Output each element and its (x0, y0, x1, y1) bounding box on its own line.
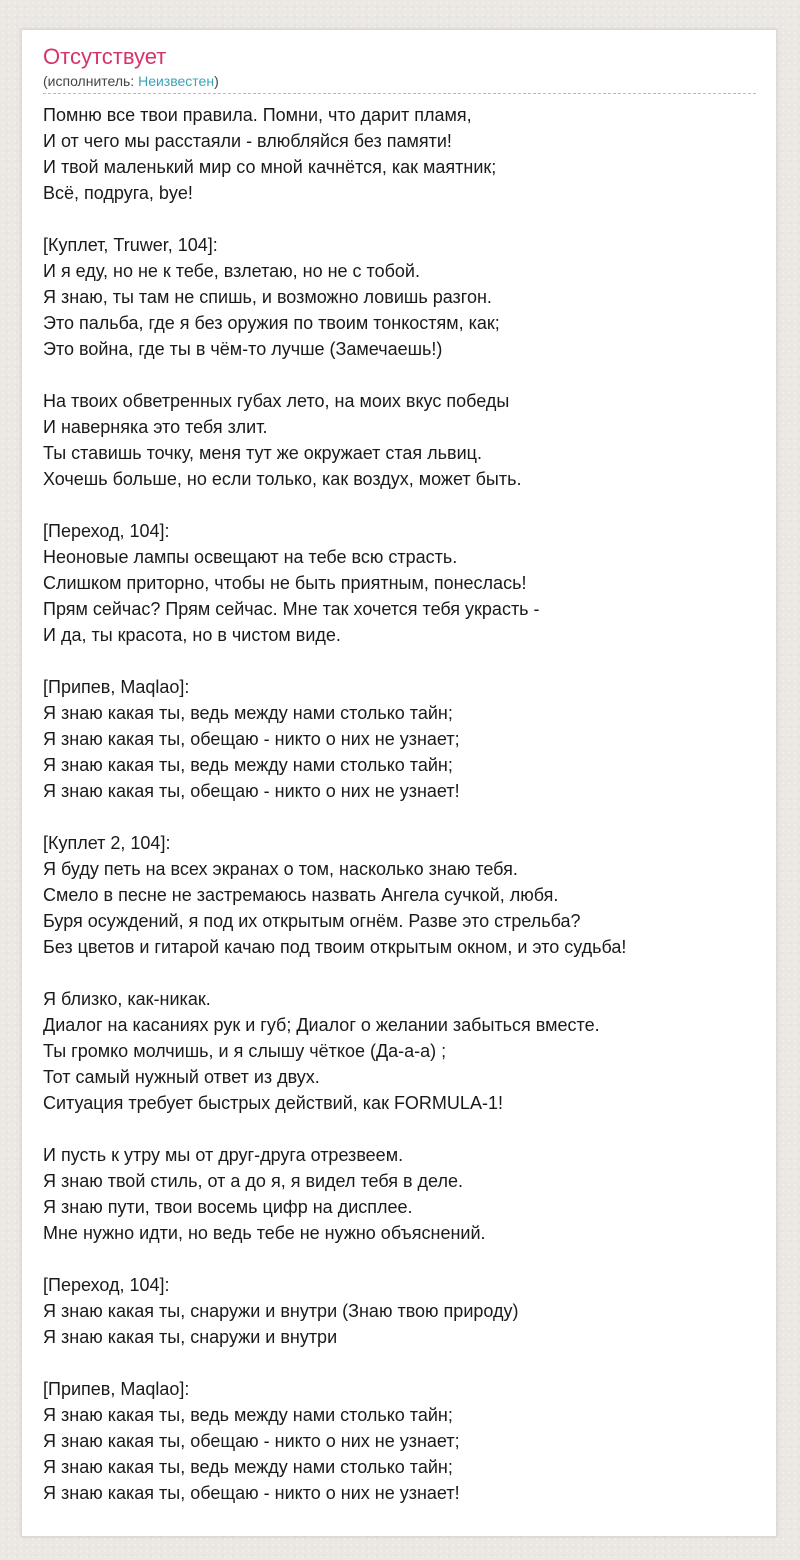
lyrics-line: Ты ставишь точку, меня тут же окружает стая львиц. (43, 443, 482, 463)
artist-suffix: ) (214, 73, 219, 89)
lyrics-line: Всё, подруга, bye! (43, 183, 193, 203)
artist-prefix: (исполнитель: (43, 73, 139, 89)
song-title: Отсутствует (43, 44, 167, 69)
lyrics-line: Я знаю какая ты, ведь между нами столько тайн; (43, 1457, 453, 1477)
lyrics-line: Буря осуждений, я под их открытым огнём. Разве это стрельба? (43, 911, 581, 931)
lyrics-line: Ты громко молчишь, и я слышу чёткое (Да-а-а) ; (43, 1041, 447, 1061)
lyrics-stanza (43, 518, 753, 648)
lyrics-line: Я знаю пути, твои восемь цифр на дисплее. (43, 1197, 413, 1217)
lyrics-stanza (43, 102, 753, 206)
lyrics-stanza (43, 1272, 753, 1350)
lyrics-line: [Припев, Maqlao]: (43, 677, 190, 697)
lyrics-text (43, 102, 753, 1532)
lyrics-line: Неоновые лампы освещают на тебе всю страсть. (43, 547, 458, 567)
lyrics-card (21, 29, 777, 1537)
lyrics-line: Диалог на касаниях рук и губ; Диалог о желании забыться вместе. (43, 1015, 600, 1035)
lyrics-stanza (43, 388, 753, 492)
lyrics-stanza (43, 986, 753, 1116)
lyrics-line: [Куплет, Truwer, 104]: (43, 235, 218, 255)
lyrics-line: [Припев, Maqlao]: (43, 1379, 190, 1399)
lyrics-stanza (43, 674, 753, 804)
lyrics-stanza (43, 232, 753, 362)
lyrics-line: Я знаю какая ты, обещаю - никто о них не узнает! (43, 1483, 460, 1503)
title-divider (43, 93, 756, 94)
lyrics-line: [Куплет 2, 104]: (43, 833, 171, 853)
artist-link[interactable]: Неизвестен (138, 73, 215, 89)
lyrics-line: И пусть к утру мы от друг-друга отрезвеем. (43, 1145, 404, 1165)
lyrics-line: Ситуация требует быстрых действий, как FORMULA-1! (43, 1093, 503, 1113)
artist-line (43, 72, 219, 90)
lyrics-line: Я знаю какая ты, ведь между нами столько тайн; (43, 703, 453, 723)
lyrics-line: Я буду петь на всех экранах о том, насколько знаю тебя. (43, 859, 518, 879)
lyrics-line: Я знаю какая ты, обещаю - никто о них не узнает! (43, 781, 460, 801)
lyrics-line: Тот самый нужный ответ из двух. (43, 1067, 320, 1087)
lyrics-line: [Переход, 104]: (43, 1275, 170, 1295)
lyrics-line: Я знаю какая ты, обещаю - никто о них не узнает; (43, 729, 460, 749)
lyrics-line: Хочешь больше, но если только, как воздух, может быть. (43, 469, 522, 489)
lyrics-line: И наверняка это тебя злит. (43, 417, 268, 437)
lyrics-line: На твоих обветренных губах лето, на моих вкус победы (43, 391, 510, 411)
lyrics-line: Я знаю твой стиль, от а до я, я видел тебя в деле. (43, 1171, 463, 1191)
lyrics-line: [Переход, 104]: (43, 521, 170, 541)
lyrics-line: Я знаю какая ты, ведь между нами столько тайн; (43, 755, 453, 775)
lyrics-line: Я знаю какая ты, ведь между нами столько тайн; (43, 1405, 453, 1425)
lyrics-line: Это пальба, где я без оружия по твоим тонкостям, как; (43, 313, 500, 333)
lyrics-line: И я еду, но не к тебе, взлетаю, но не с тобой. (43, 261, 420, 281)
lyrics-line: Я близко, как-никак. (43, 989, 211, 1009)
lyrics-line: Я знаю, ты там не спишь, и возможно ловишь разгон. (43, 287, 492, 307)
lyrics-line: Помню все твои правила. Помни, что дарит пламя, (43, 105, 472, 125)
lyrics-line: Без цветов и гитарой качаю под твоим открытым окном, и это судьба! (43, 937, 627, 957)
lyrics-line: И от чего мы расстаяли - влюбляйся без памяти! (43, 131, 452, 151)
lyrics-line: Смело в песне не застремаюсь назвать Ангела сучкой, любя. (43, 885, 559, 905)
lyrics-line: Я знаю какая ты, обещаю - никто о них не узнает; (43, 1431, 460, 1451)
lyrics-line: Прям сейчас? Прям сейчас. Мне так хочется тебя украсть - (43, 599, 540, 619)
lyrics-line: И да, ты красота, но в чистом виде. (43, 625, 341, 645)
lyrics-line: Слишком приторно, чтобы не быть приятным, понеслась! (43, 573, 527, 593)
lyrics-stanza (43, 1142, 753, 1246)
lyrics-line: Я знаю какая ты, снаружи и внутри (Знаю твою природу) (43, 1301, 519, 1321)
lyrics-line: И твой маленький мир со мной качнётся, как маятник; (43, 157, 497, 177)
lyrics-line: Я знаю какая ты, снаружи и внутри (43, 1327, 338, 1347)
lyrics-line: Мне нужно идти, но ведь тебе не нужно объяснений. (43, 1223, 486, 1243)
lyrics-stanza (43, 830, 753, 960)
lyrics-line: Это война, где ты в чём-то лучше (Замечаешь!) (43, 339, 443, 359)
lyrics-stanza (43, 1376, 753, 1506)
